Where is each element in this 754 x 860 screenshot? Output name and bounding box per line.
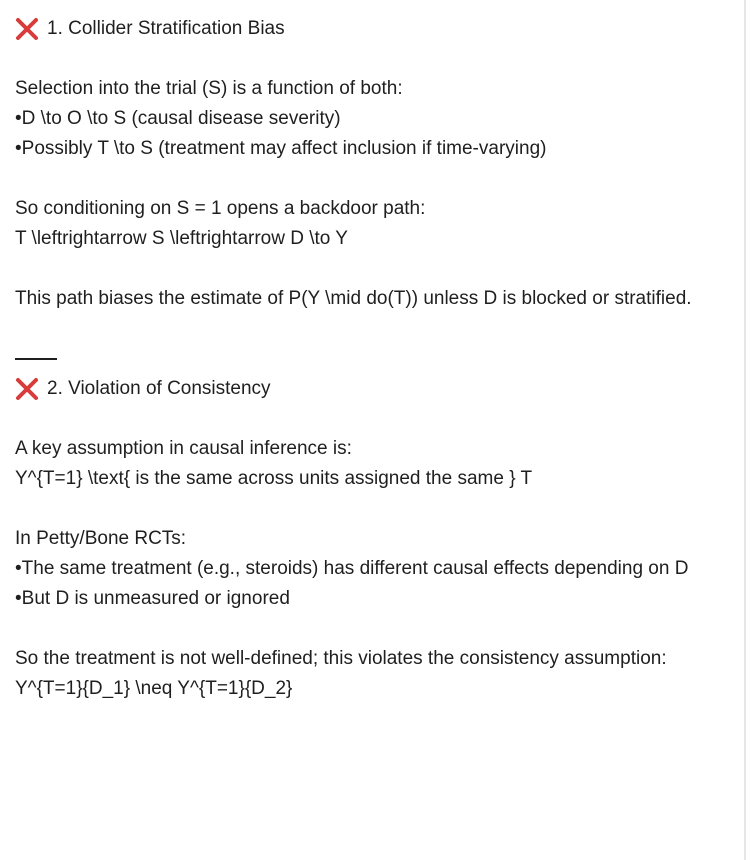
section-2-heading [15,374,725,404]
section-1-bullet-2: •Possibly T \to S (treatment may affect inclusion if time-varying) [15,138,547,159]
blank-line [15,614,725,644]
section-1-bullet-1: •D \to O \to S (causal disease severity) [15,108,341,129]
blank-line [15,404,725,434]
blank-line [15,314,725,344]
section-2-formula-2: Y^{T=1}{D_1} \neq Y^{T=1}{D_2} [15,678,293,699]
right-border [744,0,746,860]
section-2-bullet-1: •The same treatment (e.g., steroids) has different causal effects depending on D [15,558,689,579]
section-2-formula: Y^{T=1} \text{ is the same across units assigned the same } T [15,468,533,489]
section-divider [15,358,57,360]
section-2-bullet-2: •But D is unmeasured or ignored [15,588,290,609]
section-1-title: 1. Collider Stratification Bias [47,18,285,39]
section-1-conditioning: So conditioning on S = 1 opens a backdoor path: [15,198,426,219]
section-1-heading [15,14,725,44]
cross-mark-icon [15,17,39,41]
blank-line [15,164,725,194]
blank-line [15,494,725,524]
cross-mark-icon [15,377,39,401]
section-2-conclusion: So the treatment is not well-defined; this violates the consistency assumption: [15,648,667,669]
blank-line [15,254,725,284]
section-2-intro: A key assumption in causal inference is: [15,438,352,459]
section-1-bias: This path biases the estimate of P(Y \mid do(T)) unless D is blocked or stratified. [15,288,692,309]
section-2-context: In Petty/Bone RCTs: [15,528,187,549]
message-content [15,14,725,704]
section-1-intro: Selection into the trial (S) is a function of both: [15,78,403,99]
section-2-title: 2. Violation of Consistency [47,378,271,399]
section-1-path: T \leftrightarrow S \leftrightarrow D \to Y [15,228,348,249]
blank-line [15,44,725,74]
